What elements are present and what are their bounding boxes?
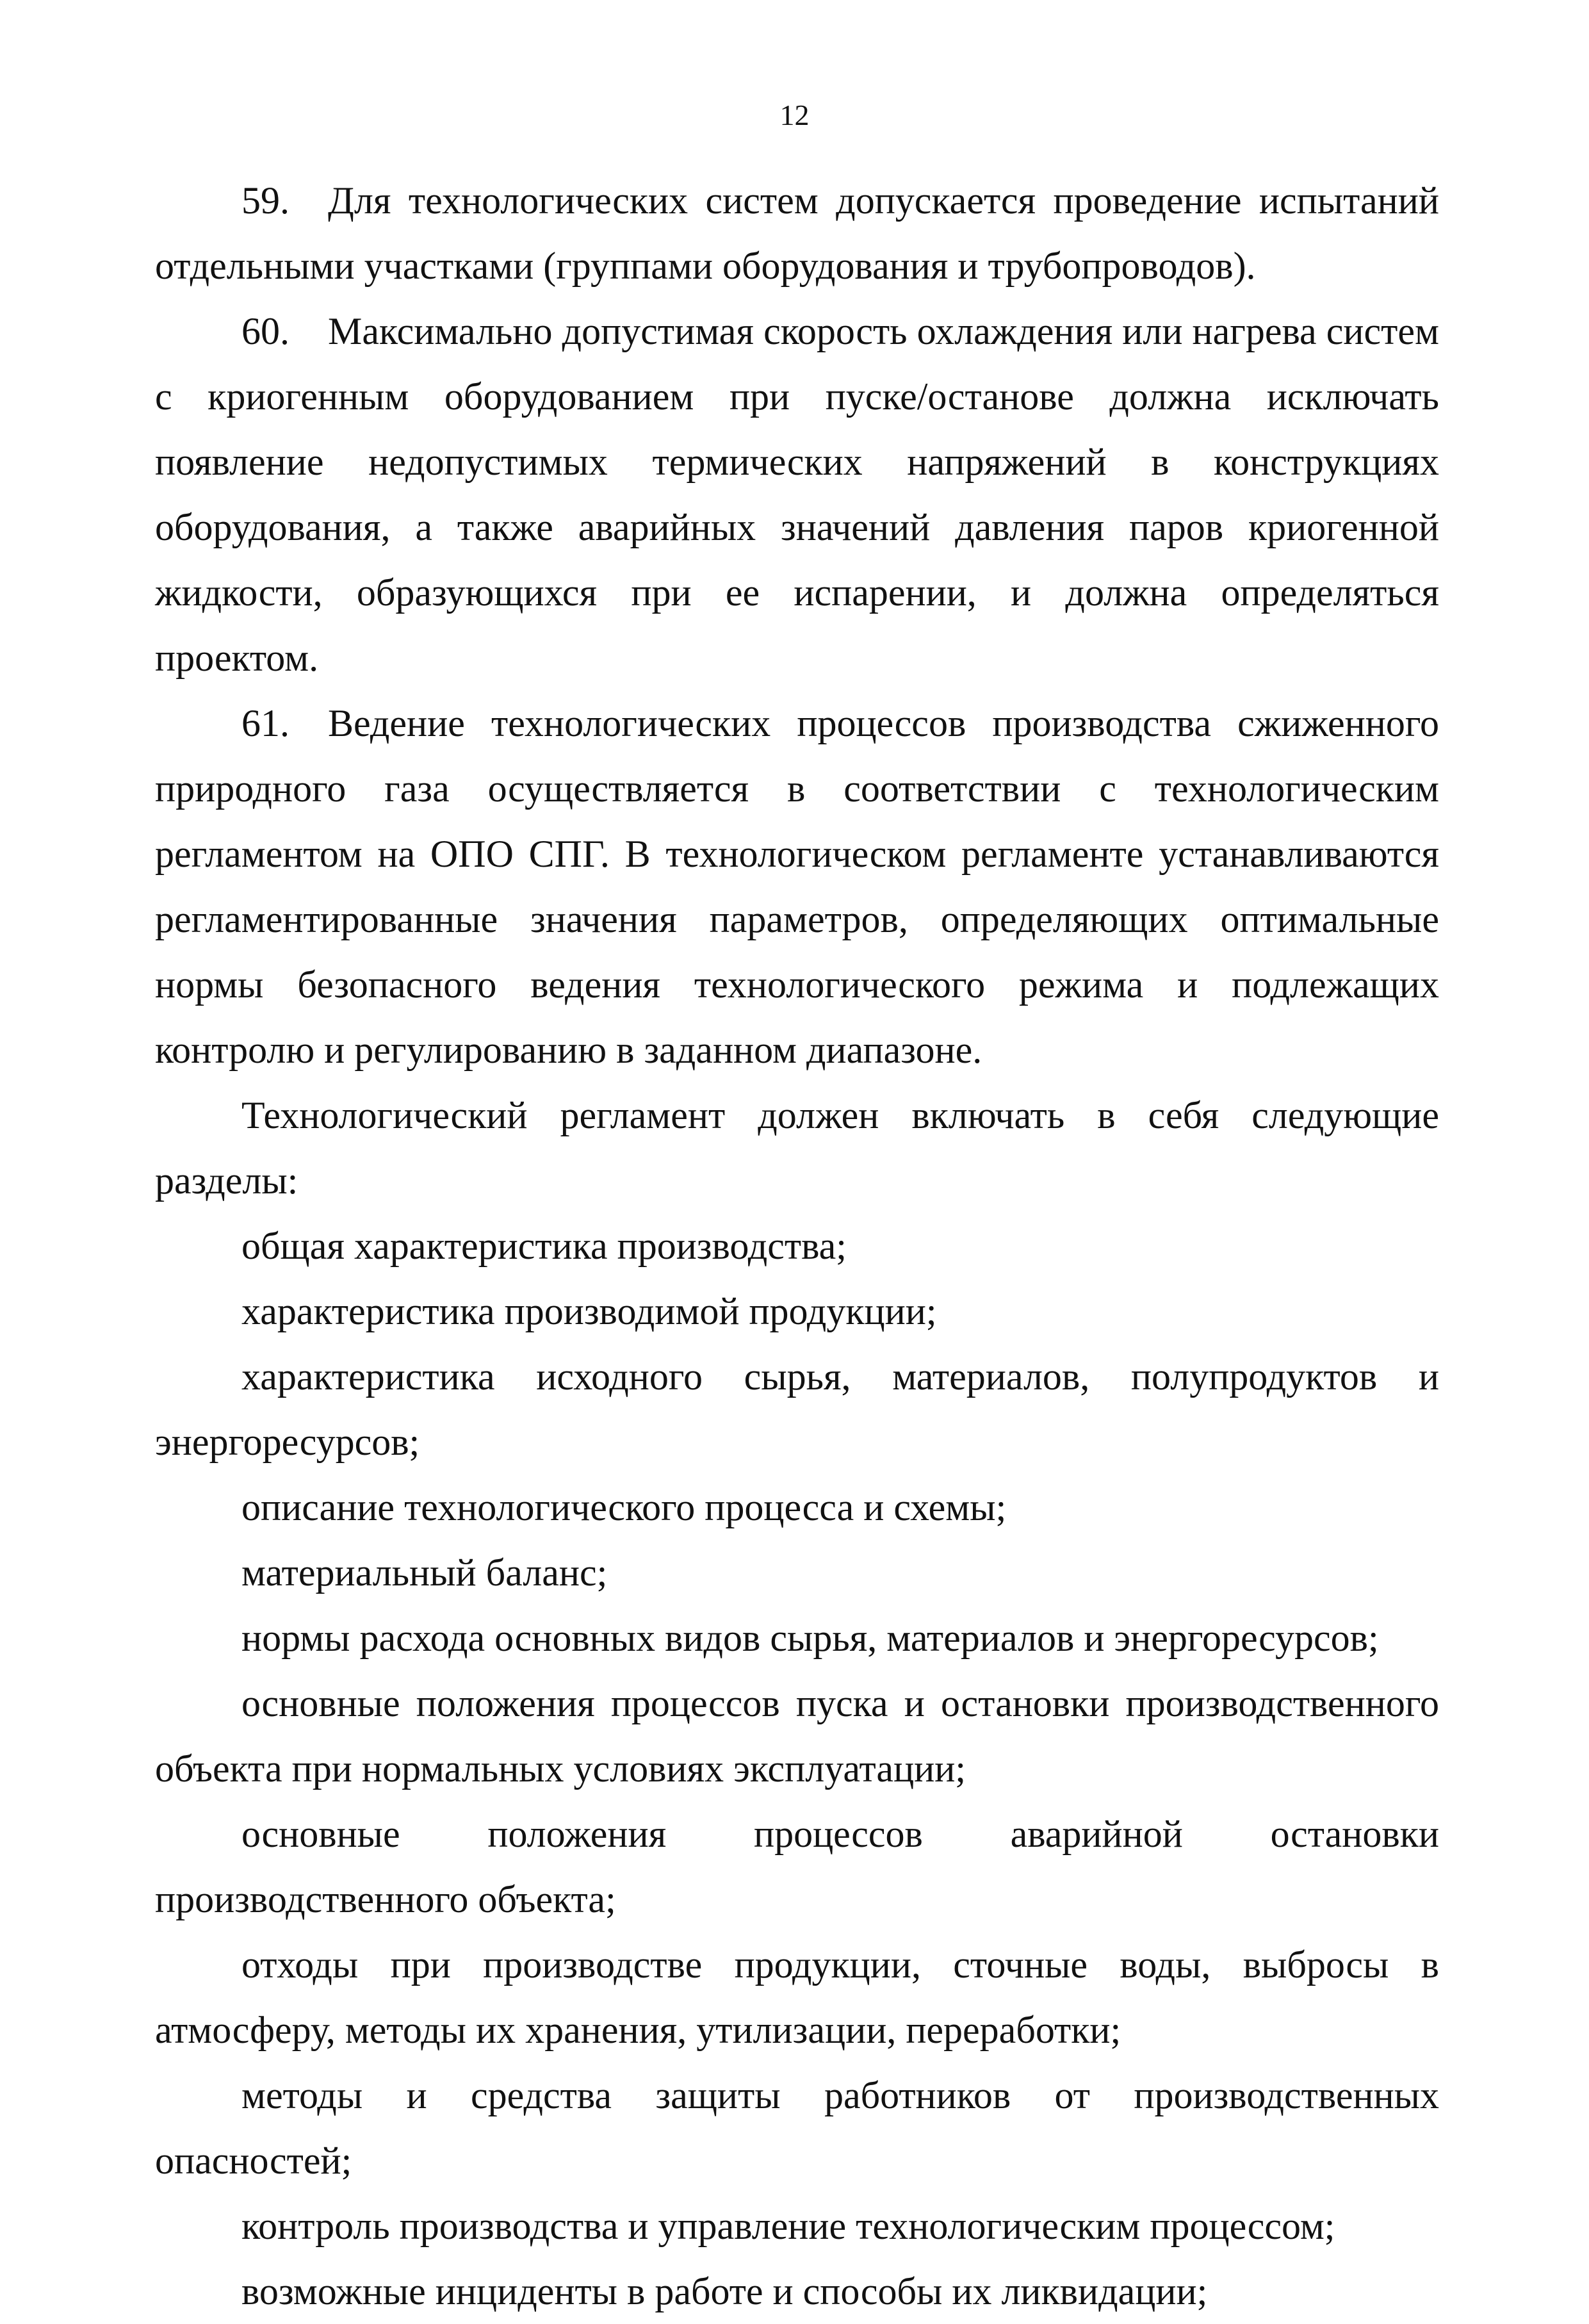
list-item: характеристика производимой продукции; — [241, 1290, 937, 1332]
list-item: контроль производства и управление технологическим процессом; — [241, 2205, 1335, 2247]
list-item: основные положения процессов пуска и остановки производственного объекта при нормальных условиях эксплуатации; — [155, 1682, 1439, 1790]
list-item: описание технологического процесса и схемы; — [241, 1486, 1007, 1528]
list-item: нормы расхода основных видов сырья, материалов и энергоресурсов; — [241, 1617, 1379, 1659]
paragraph-59: 59. Для технологических систем допускается проведение испытаний отдельными участками (группами оборудования и трубопроводов). — [155, 179, 1439, 287]
list-item: характеристика исходного сырья, материалов, полупродуктов и энергоресурсов; — [155, 1355, 1439, 1463]
list-item: общая характеристика производства; — [241, 1225, 847, 1267]
list-item: возможные инциденты в работе и способы их ликвидации; — [241, 2270, 1208, 2312]
page-number: 12 — [779, 99, 810, 131]
list-item: методы и средства защиты работников от производственных опасностей; — [155, 2074, 1439, 2182]
paragraph-61: 61. Ведение технологических процессов производства сжиженного природного газа осуществляется в соответствии с технологическим регламентом на ОПО СПГ. В технологическом регламенте устанавливаются регламентированные значения параметров, определяющих оптимальные нормы безопасного ведения технологического режима и подлежащих контролю и регулированию в заданном диапазоне. — [155, 702, 1439, 1071]
list-item: основные положения процессов аварийной остановки производственного объекта; — [155, 1813, 1439, 1920]
regulation-sections-intro: Технологический регламент должен включать в себя следующие разделы: — [155, 1094, 1439, 1202]
list-item: отходы при производстве продукции, сточные воды, выбросы в атмосферу, методы их хранения, утилизации, переработки; — [155, 1943, 1439, 2051]
paragraph-60: 60. Максимально допустимая скорость охлаждения или нагрева систем с криогенным оборудованием при пуске/останове должна исключать появление недопустимых термических напряжений в конструкциях оборудования, а также аварийных значений давления паров криогенной жидкости, образующихся при ее испарении, и должна определяться проектом. — [155, 310, 1439, 679]
document-body — [155, 168, 1439, 2324]
list-item: материальный баланс; — [241, 1551, 608, 1594]
